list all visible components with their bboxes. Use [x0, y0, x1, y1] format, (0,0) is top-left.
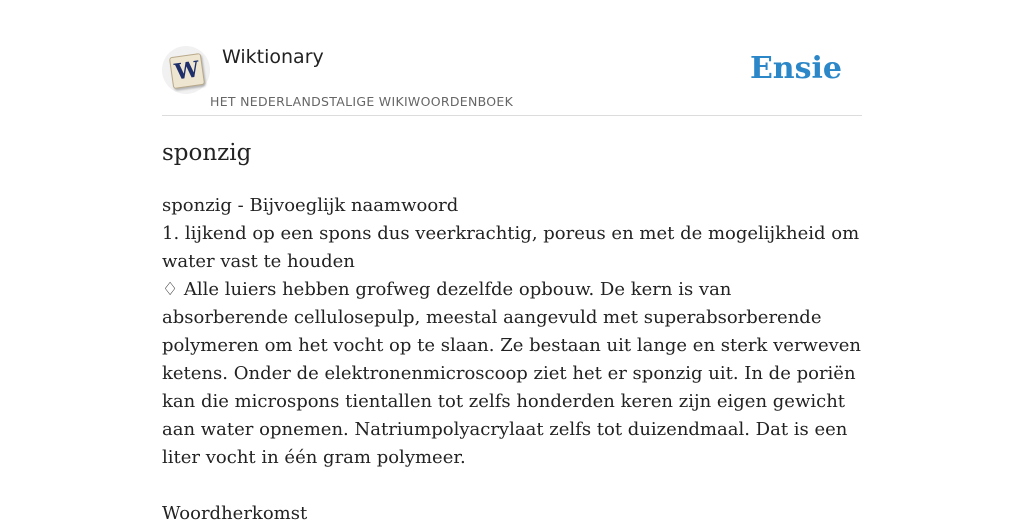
- page-title: sponzig: [162, 140, 252, 166]
- site-tagline: HET NEDERLANDSTALIGE WIKIWOORDENBOEK: [210, 94, 514, 109]
- wiktionary-logo-icon: W: [169, 53, 205, 89]
- definition: 1. lijkend op een spons dus veerkrachtig, poreus en met de mogelijkheid om water vast te houden: [162, 223, 860, 272]
- headword-line: sponzig - Bijvoeglijk naamwoord: [162, 195, 459, 216]
- entry-content: [162, 192, 862, 472]
- ensie-brand-link[interactable]: Ensie: [749, 51, 842, 86]
- example-sentence: ♢ Alle luiers hebben grofweg dezelfde opbouw. De kern is van absorberende cellulosepulp, meestal aangevuld met superabsorberende polymeren om het vocht op te slaan. Ze bestaan uit lange en sterk verweven ketens. Onder de elektronenmicroscoop ziet het er sponzig uit. In de poriën kan die microspons tientallen tot zelfs honderden keren zijn eigen gewicht aan water opnemen. Natriumpolyacrylaat zelfs tot duizendmaal. Dat is een liter vocht in één gram polymeer.: [162, 279, 862, 468]
- wiktionary-logo[interactable]: [162, 46, 210, 94]
- site-name[interactable]: Wiktionary: [222, 46, 324, 68]
- header-divider: [162, 115, 862, 116]
- etymology-heading: Woordherkomst: [162, 503, 308, 524]
